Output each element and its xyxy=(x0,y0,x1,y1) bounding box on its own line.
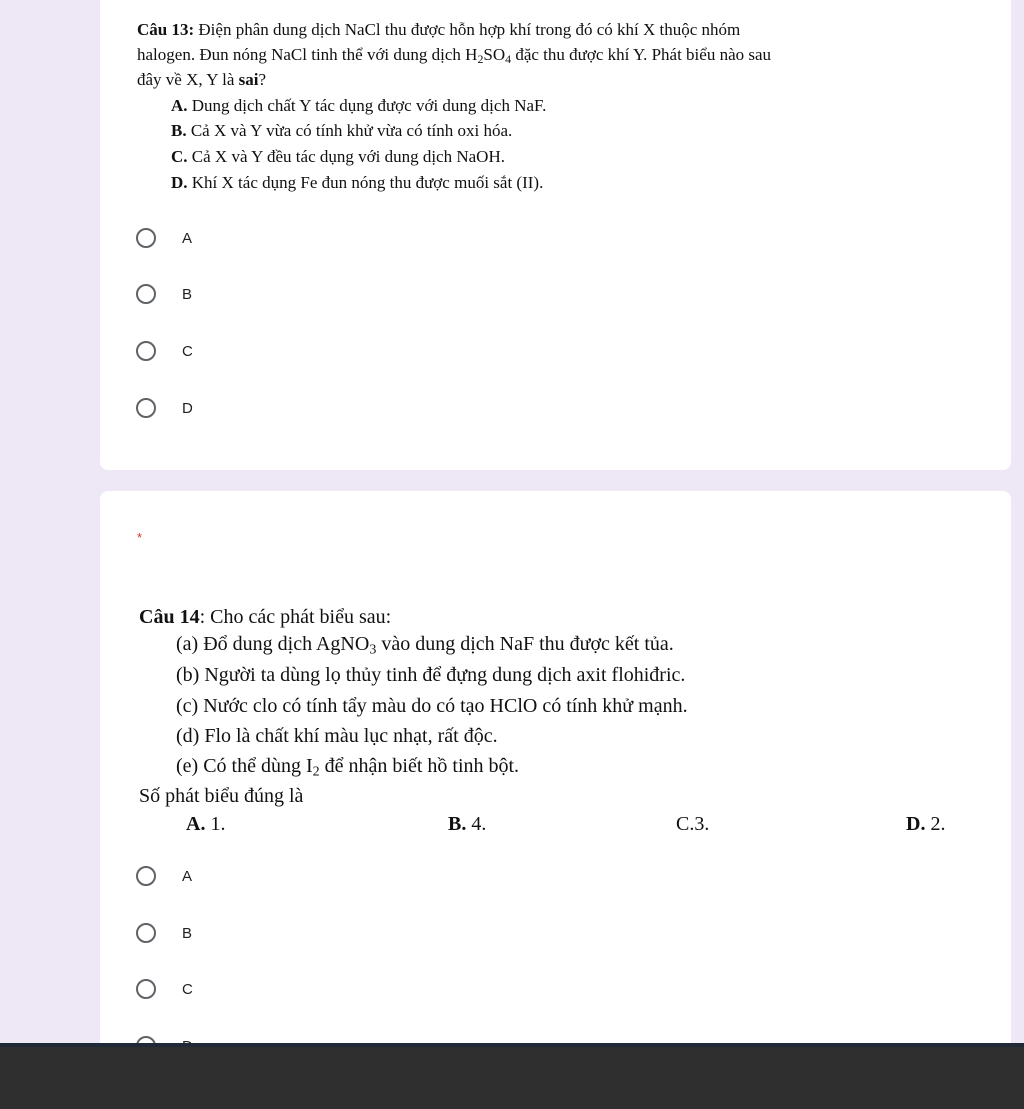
q14-title: Câu 14: Cho các phát biểu sau: xyxy=(139,606,392,628)
radio-button-icon[interactable] xyxy=(136,228,156,248)
q13-line-1: Câu 13: Điện phân dung dịch NaCl thu được hỗn hợp khí trong đó có khí X thuộc nhóm xyxy=(137,20,741,39)
radio-button-icon[interactable] xyxy=(136,398,156,418)
q13-option-d: D. Khí X tác dụng Fe đun nóng thu được muối sắt (II). xyxy=(171,173,544,192)
radio-button-icon[interactable] xyxy=(136,923,156,943)
required-asterisk: * xyxy=(137,530,143,545)
q13-choice-b[interactable]: B xyxy=(136,281,192,307)
q13-line-2: halogen. Đun nóng NaCl tinh thể với dung dịch $H_2SO_4$ đặc thu được khí Y. Phát biểu nào sau xyxy=(137,45,772,66)
q13-option-c: C. Cả X và Y đều tác dụng với dung dịch NaOH. xyxy=(171,147,505,166)
q14-prompt: Số phát biểu đúng là xyxy=(139,785,304,807)
q14-choice-c[interactable]: C xyxy=(136,976,193,1002)
radio-button-icon[interactable] xyxy=(136,866,156,886)
radio-button-icon[interactable] xyxy=(136,284,156,304)
q14-answer-b: B. 4. xyxy=(448,813,487,835)
q13-line-3: đây về X, Y là sai? xyxy=(137,70,267,89)
q13-option-b: B. Cả X và Y vừa có tính khử vừa có tính oxi hóa. xyxy=(171,121,513,140)
q14-answer-d: D. 2. xyxy=(906,813,946,835)
q14-answer-a: A. 1. xyxy=(186,813,226,835)
q13-option-a: A. Dung dịch chất Y tác dụng được với dung dịch NaF. xyxy=(171,96,547,115)
q14-choice-b[interactable]: B xyxy=(136,920,192,946)
q14-answer-c: C.3. xyxy=(676,813,710,835)
q14-choice-a[interactable]: A xyxy=(136,863,192,889)
q14-statement-d: (d) Flo là chất khí màu lục nhạt, rất độc. xyxy=(176,725,498,747)
q13-choice-a[interactable]: A xyxy=(136,225,192,251)
q14-statement-b: (b) Người ta dùng lọ thủy tinh để đựng dung dịch axit flohiđric. xyxy=(176,664,686,686)
q13-choice-c[interactable]: C xyxy=(136,338,193,364)
taskbar xyxy=(0,1043,1024,1109)
q14-statement-c: (c) Nước clo có tính tẩy màu do có tạo HClO có tính khử mạnh. xyxy=(176,695,688,717)
radio-button-icon[interactable] xyxy=(136,341,156,361)
q14-statement-a: (a) Đổ dung dịch AgNO$_3$ vào dung dịch NaF thu được kết tủa. xyxy=(176,633,674,658)
q14-statement-e: (e) Có thể dùng $I_2$ để nhận biết hồ tinh bột. xyxy=(176,755,520,780)
radio-button-icon[interactable] xyxy=(136,979,156,999)
q13-choice-d[interactable]: D xyxy=(136,395,193,421)
